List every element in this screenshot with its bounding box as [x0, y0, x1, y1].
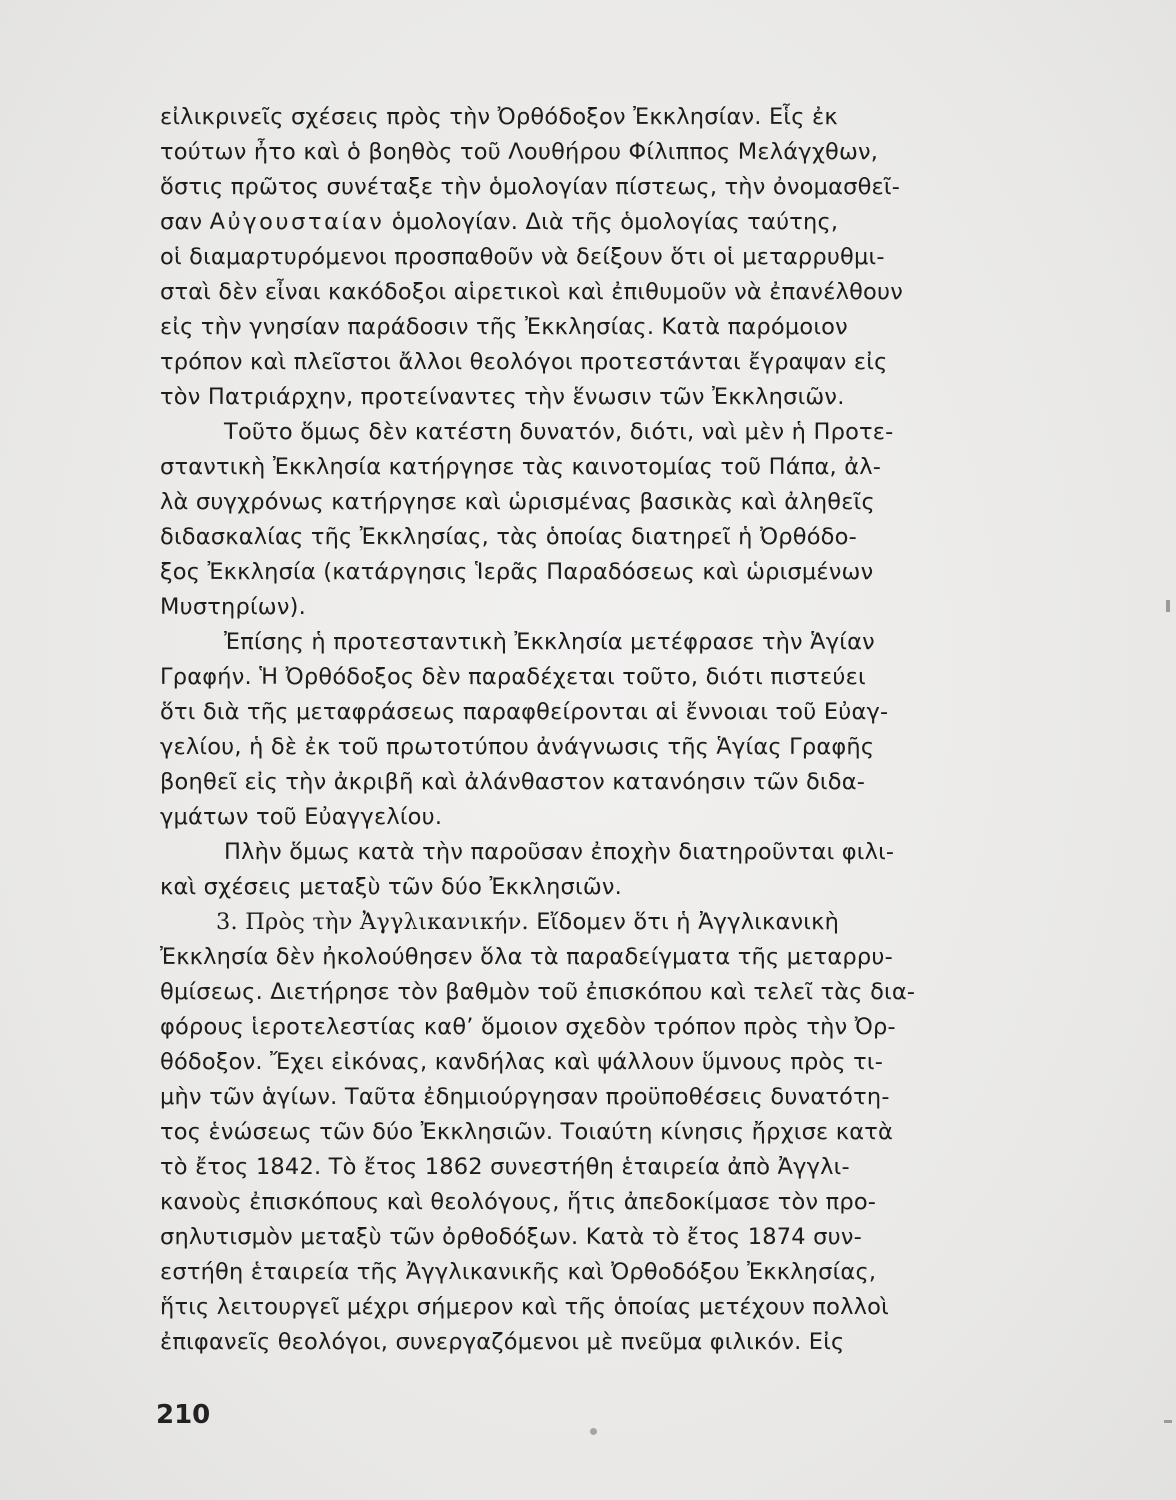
text-line-3: ὅστις πρῶτος συνέταξε τὴν ὁμολογίαν πίστεως, τὴν ὀνομασθεῖ- — [160, 174, 901, 200]
text-line-17: Γραφήν. Ἡ Ὀρθόδοξος δὲν παραδέχεται τοῦτο, διότι πιστεύει — [160, 664, 866, 690]
text-line-14: ξος Ἐκκλησία (κατάργησις Ἱερᾶς Παραδόσεως καὶ ὡρισμένων — [160, 559, 874, 585]
text-line-33: σηλυτισμὸν μεταξὺ τῶν ὀρθοδόξων. Κατὰ τὸ ἔτος 1874 συν- — [160, 1224, 862, 1250]
text-line-31: τὸ ἔτος 1842. Τὸ ἔτος 1862 συνεστήθη ἑταιρεία ἀπὸ Ἀγγλι- — [160, 1154, 850, 1180]
text-line-32: κανοὺς ἐπισκόπους καὶ θεολόγους, ἥτις ἀπεδοκίμασε τὸν προ- — [160, 1189, 877, 1215]
text-line-10: Τοῦτο ὅμως δὲν κατέστη δυνατόν, διότι, ναὶ μὲν ἡ Προτε- — [224, 419, 894, 445]
text-line-29: μὴν τῶν ἁγίων. Ταῦτα ἐδημιούργησαν προϋποθέσεις δυνατότη- — [160, 1084, 890, 1110]
text-line-2: τούτων ἦτο καὶ ὁ βοηθὸς τοῦ Λουθήρου Φίλιππος Μελάγχθων, — [160, 139, 879, 165]
spaced-term: Αὐγουσταίαν — [209, 209, 385, 235]
text-line-15: Μυστηρίων). — [160, 594, 306, 620]
text-line-7: εἰς τὴν γνησίαν παράδοσιν τῆς Ἐκκλησίας. Κατὰ παρόμοιον — [160, 314, 848, 340]
text-line-20: βοηθεῖ εἰς τὴν ἀκριβῆ καὶ ἀλάνθαστον κατανόησιν τῶν διδα- — [160, 769, 866, 795]
text-line-27: φόρους ἱεροτελεστίας καθ’ ὅμοιον σχεδὸν τρόπον πρὸς τὴν Ὀρ- — [160, 1014, 896, 1040]
text-line-35: ἥτις λειτουργεῖ μέχρι σήμερον καὶ τῆς ὁποίας μετέχουν πολλοὶ — [160, 1294, 889, 1320]
text-line-18: ὅτι διὰ τῆς μεταφράσεως παραφθείρονται αἱ ἔννοιαι τοῦ Εὐαγ- — [160, 699, 889, 725]
text-line-16: Ἐπίσης ἡ προτεσταντικὴ Ἐκκλησία μετέφρασε τὴν Ἁγίαν — [224, 629, 875, 655]
text-line-6: σταὶ δὲν εἶναι κακόδοξοι αἱρετικοὶ καὶ ἐπιθυμοῦν νὰ ἐπανέλθουν — [160, 279, 904, 305]
text-line-24: 3. Πρὸς τὴν Ἀγγλικανικήν. Εἴδομεν ὅτι ἡ Ἀγγλικανικὴ — [216, 909, 840, 935]
text-line-22: Πλὴν ὅμως κατὰ τὴν παροῦσαν ἐποχὴν διατηροῦνται φιλι- — [224, 839, 895, 865]
text-line-23: καὶ σχέσεις μεταξὺ τῶν δύο Ἐκκλησιῶν. — [160, 874, 622, 900]
text-line-36: ἐπιφανεῖς θεολόγοι, συνεργαζόμενοι μὲ πνεῦμα φιλικόν. Εἰς — [160, 1329, 845, 1355]
scan-dust-spot — [590, 1428, 597, 1435]
text-line-21: γμάτων τοῦ Εὐαγγελίου. — [160, 804, 443, 830]
text-line-28: θόδοξον. Ἔχει εἰκόνας, κανδήλας καὶ ψάλλουν ὕμνους πρὸς τι- — [160, 1049, 884, 1075]
text-line-26: θμίσεως. Διετήρησε τὸν βαθμὸν τοῦ ἐπισκόπου καὶ τελεῖ τὰς δια- — [160, 979, 916, 1005]
text-line-25: Ἐκκλησία δὲν ἠκολούθησεν ὅλα τὰ παραδείγματα τῆς μεταρρυ- — [160, 944, 893, 970]
text-line-19: γελίου, ἡ δὲ ἐκ τοῦ πρωτοτύπου ἀνάγνωσις τῆς Ἁγίας Γραφῆς — [160, 734, 875, 760]
text-line-9: τὸν Πατριάρχην, προτείναντες τὴν ἕνωσιν τῶν Ἐκκλησιῶν. — [160, 384, 845, 410]
text-line-11: σταντικὴ Ἐκκλησία κατήργησε τὰς καινοτομίας τοῦ Πάπα, ἀλ- — [160, 454, 882, 480]
text-line-13: διδασκαλίας τῆς Ἐκκλησίας, τὰς ὁποίας διατηρεῖ ἡ Ὀρθόδο- — [160, 524, 857, 550]
text-line-8: τρόπον καὶ πλεῖστοι ἄλλοι θεολόγοι προτεστάνται ἔγραψαν εἰς — [160, 349, 888, 375]
page-number: 210 — [156, 1400, 211, 1430]
section-heading: 3. Πρὸς τὴν Ἀγγλικανικήν. — [216, 909, 529, 935]
text-line-34: εστήθη ἑταιρεία τῆς Ἀγγλικανικῆς καὶ Ὀρθοδόξου Ἐκκλησίας, — [160, 1259, 877, 1285]
text-line-4: σαν Αὐγουσταίαν ὁμολογίαν. Διὰ τῆς ὁμολογίας ταύτης, — [160, 209, 839, 235]
text-line-1: εἰλικρινεῖς σχέσεις πρὸς τὴν Ὀρθόδοξον Ἐκκλησίαν. Εἷς ἐκ — [160, 104, 838, 130]
text-line-30: τος ἑνώσεως τῶν δύο Ἐκκλησιῶν. Τοιαύτη κίνησις ἤρχισε κατὰ — [160, 1119, 894, 1145]
scan-edge-mark — [1164, 1420, 1172, 1423]
scan-edge-mark — [1166, 600, 1170, 612]
text-line-12: λὰ συγχρόνως κατήργησε καὶ ὡρισμένας βασικὰς καὶ ἀληθεῖς — [160, 489, 875, 515]
text-line-5: οἱ διαμαρτυρόμενοι προσπαθοῦν νὰ δείξουν ὅτι οἱ μεταρρυθμι- — [160, 244, 885, 270]
